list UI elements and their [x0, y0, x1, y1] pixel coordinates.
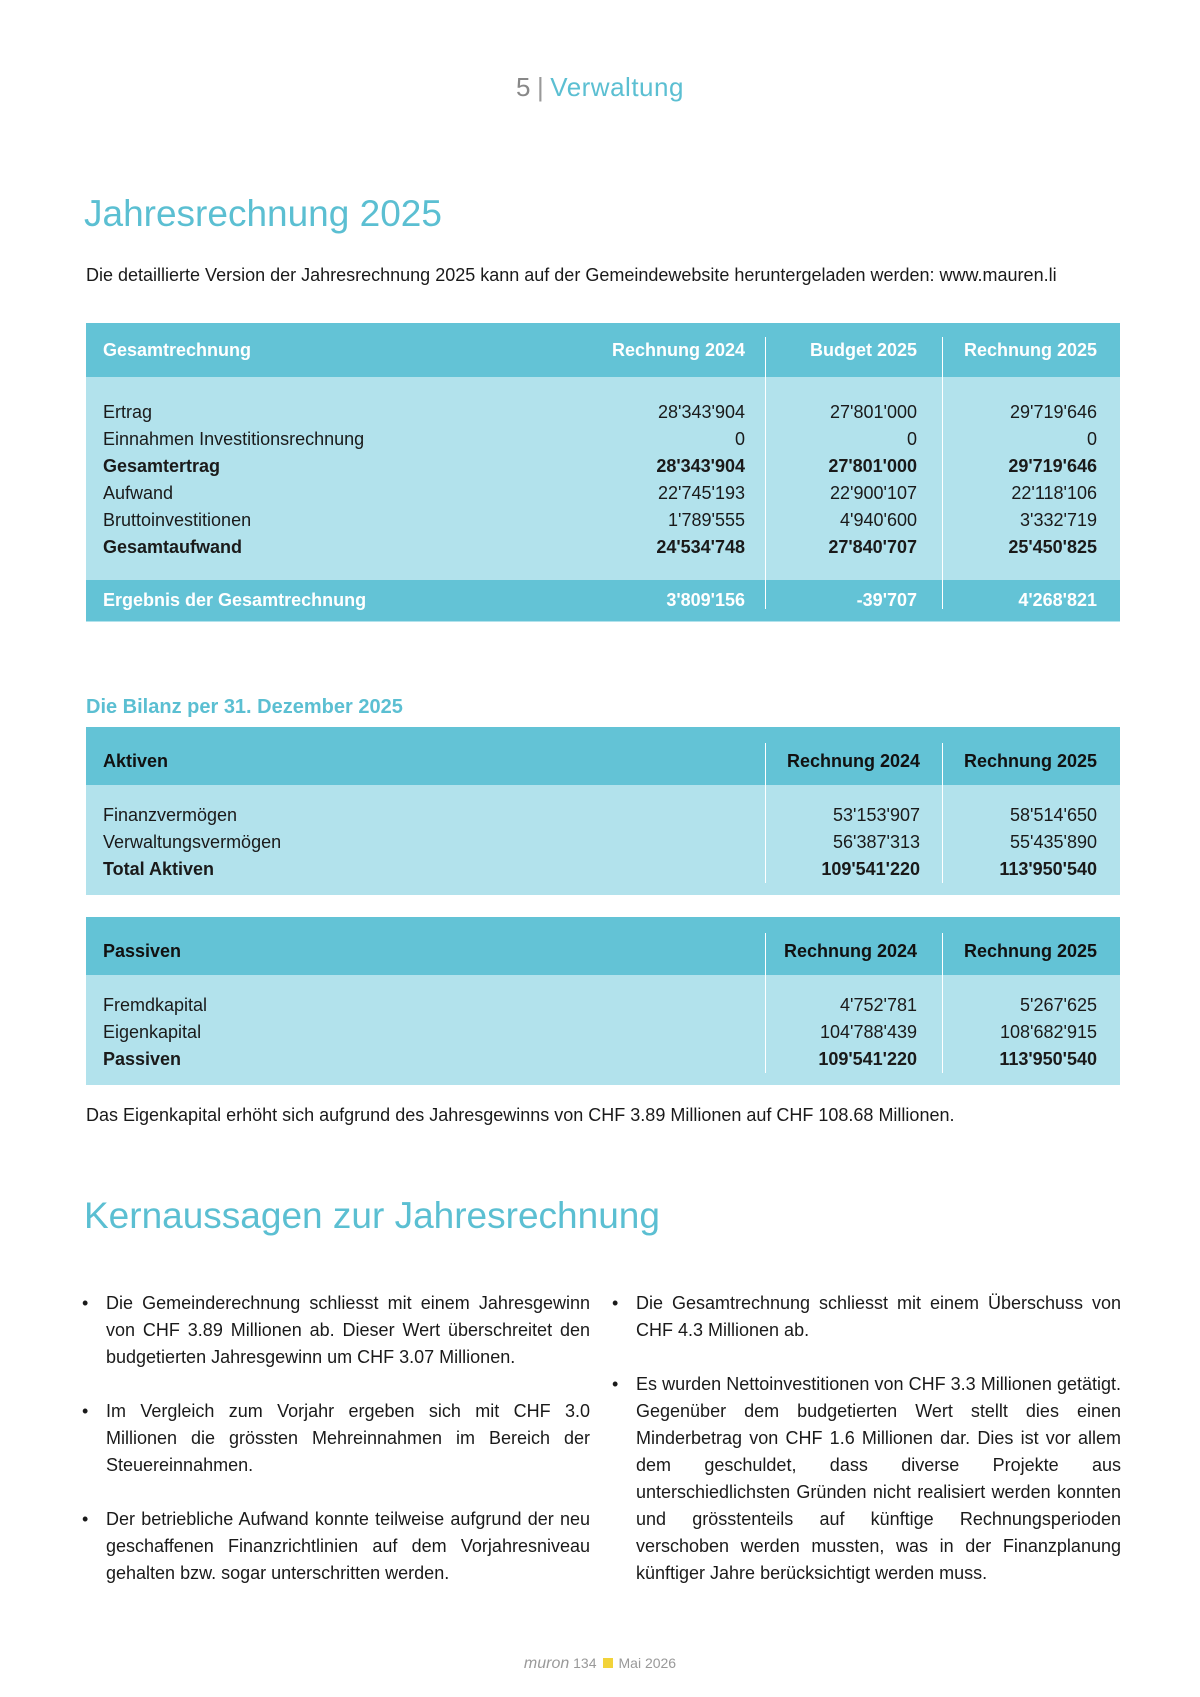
row-value: 0 — [1086, 429, 1097, 449]
table-row — [86, 829, 1120, 856]
issue-date: Mai 2026 — [618, 1655, 677, 1671]
bullet-list-right — [612, 1290, 1121, 1614]
result-value: 4'268'821 — [1018, 590, 1097, 610]
list-item: • Der betriebliche Aufwand konnte teilweise aufgrund der neu geschaffenen Finanzrichtlinien auf dem Vorjahresniveau gehalten bzw. sogar unterschritten werden. — [82, 1506, 590, 1587]
row-value: 58'514'650 — [1010, 805, 1097, 825]
table-row — [86, 453, 1120, 480]
list-item: • Es wurden Nettoinvestitionen von CHF 3.3 Millionen getätigt. Gegenüber dem budgetierten Wert stellt dies einen Minderbetrag von CHF 1.6 Millionen dar. Dies ist vor allem dem geschuldet, dass diverse Projekte aus unterschiedlichsten Gründen nicht realisiert werden konnten und grösstenteils auf künftige Rechnungsperioden verschoben werden mussten, was in der Finanzplanung künftiger Jahre berücksichtigt werden muss. — [612, 1371, 1121, 1587]
row-value: 53'153'907 — [833, 805, 920, 825]
row-value: 55'435'890 — [1010, 832, 1097, 852]
column-header: Rechnung 2025 — [963, 941, 1097, 961]
yellow-square-icon — [603, 1658, 613, 1668]
row-value: 104'788'439 — [820, 1022, 917, 1042]
row-value: 4'940'600 — [840, 510, 917, 530]
row-value: 56'387'313 — [833, 832, 920, 852]
row-value: 5'267'625 — [1020, 995, 1097, 1015]
row-value: 27'801'000 — [830, 402, 917, 422]
result-label: Ergebnis der Gesamtrechnung — [103, 590, 367, 610]
row-value: 27'840'707 — [828, 537, 917, 557]
row-label: Verwaltungsvermögen — [103, 832, 282, 852]
table-body — [86, 992, 1120, 1073]
list-item: • Die Gemeinderechnung schliesst mit einem Jahresgewinn von CHF 3.89 Millionen ab. Dieser Wert überschreitet den budgetierten Jahresgewinn um CHF 3.07 Millionen. — [82, 1290, 590, 1371]
row-value: 113'950'540 — [999, 859, 1097, 879]
passiven-table — [86, 917, 1120, 1085]
column-divider — [765, 933, 766, 1073]
intro-text: Die detaillierte Version der Jahresrechnung 2025 kann auf der Gemeindewebsite heruntergeladen werden: www.mauren.li — [86, 265, 1057, 285]
row-value: 0 — [734, 429, 745, 449]
row-value: 22'745'193 — [658, 483, 745, 503]
table-body — [86, 399, 1120, 561]
row-value: 29'719'646 — [1008, 456, 1097, 476]
row-value: 1'789'555 — [668, 510, 745, 530]
issue-number: 134 — [573, 1655, 597, 1671]
column-divider — [765, 743, 766, 883]
row-label: Gesamtaufwand — [103, 537, 243, 557]
row-value: 108'682'915 — [1000, 1022, 1097, 1042]
row-value: 25'450'825 — [1008, 537, 1097, 557]
bilanz-title: Die Bilanz per 31. Dezember 2025 — [86, 696, 403, 718]
table-header — [86, 917, 1120, 975]
row-value: 113'950'540 — [999, 1049, 1097, 1069]
list-item: • Die Gesamtrechnung schliesst mit einem Überschuss von CHF 4.3 Millionen ab. — [612, 1290, 1121, 1344]
chapter-name: Verwaltung — [550, 72, 684, 102]
column-divider — [942, 337, 943, 609]
column-divider — [942, 743, 943, 883]
table-row — [86, 1019, 1120, 1046]
magazine-logo: muron — [523, 1655, 570, 1672]
result-value: -39'707 — [856, 590, 917, 610]
table-header — [86, 323, 1120, 377]
row-value: 28'343'904 — [656, 456, 745, 476]
row-value: 29'719'646 — [1010, 402, 1097, 422]
list-item: • Im Vergleich zum Vorjahr ergeben sich mit CHF 3.0 Millionen die grössten Mehreinnahmen im Bereich der Steuereinnahmen. — [82, 1398, 590, 1479]
column-header: Rechnung 2025 — [963, 340, 1097, 360]
row-label: Einnahmen Investitionsrechnung — [103, 429, 365, 449]
row-value: 3'332'719 — [1020, 510, 1097, 530]
column-header: Gesamtrechnung — [103, 340, 252, 360]
result-value: 3'809'156 — [666, 590, 745, 610]
row-value: 27'801'000 — [828, 456, 917, 476]
column-header: Rechnung 2024 — [783, 941, 917, 961]
row-label: Ertrag — [103, 402, 153, 422]
column-header: Rechnung 2025 — [963, 751, 1097, 771]
aktiven-table — [86, 727, 1120, 895]
row-value: 22'118'106 — [1011, 483, 1097, 503]
chapter-separator: | — [537, 72, 545, 102]
row-label: Gesamtertrag — [103, 456, 221, 476]
column-header: Budget 2025 — [809, 340, 917, 360]
chapter-number: 5 — [516, 72, 532, 102]
row-label: Eigenkapital — [103, 1022, 202, 1042]
row-value: 22'900'107 — [830, 483, 917, 503]
table-row — [86, 802, 1120, 829]
table-row — [86, 480, 1120, 507]
table-header — [86, 727, 1120, 785]
column-header: Aktiven — [103, 751, 169, 771]
row-value: 109'541'220 — [821, 859, 920, 879]
page-footer — [0, 1655, 1200, 1673]
section-title-kernaussagen: Kernaussagen zur Jahresrechnung — [84, 1195, 660, 1236]
section-title-jahresrechnung: Jahresrechnung 2025 — [84, 193, 442, 234]
table-row — [86, 507, 1120, 534]
chapter-header — [0, 72, 1200, 103]
row-value: 24'534'748 — [656, 537, 745, 557]
column-divider — [765, 337, 766, 609]
row-label: Passiven — [103, 1049, 182, 1069]
column-divider — [942, 933, 943, 1073]
bilanz-note: Das Eigenkapital erhöht sich aufgrund des Jahresgewinns von CHF 3.89 Millionen auf CHF 108.68 Millionen. — [86, 1105, 955, 1125]
result-row — [86, 580, 1120, 621]
bullet-list-left — [82, 1290, 590, 1614]
row-label: Bruttoinvestitionen — [103, 510, 252, 530]
row-value: 109'541'220 — [818, 1049, 917, 1069]
row-label: Aufwand — [103, 483, 174, 503]
row-value: 4'752'781 — [840, 995, 917, 1015]
row-label: Fremdkapital — [103, 995, 208, 1015]
row-value: 0 — [906, 429, 917, 449]
table-row — [86, 1046, 1120, 1073]
table-row — [86, 992, 1120, 1019]
row-label: Finanzvermögen — [103, 805, 238, 825]
table-row — [86, 534, 1120, 561]
column-header: Rechnung 2024 — [611, 340, 745, 360]
row-value: 28'343'904 — [658, 402, 745, 422]
column-header: Passiven — [103, 941, 182, 961]
table-body — [86, 802, 1120, 883]
table-row — [86, 399, 1120, 426]
gesamtrechnung-table — [86, 323, 1120, 622]
column-header: Rechnung 2024 — [786, 751, 920, 771]
table-row — [86, 426, 1120, 453]
table-row — [86, 856, 1120, 883]
row-label: Total Aktiven — [103, 859, 215, 879]
